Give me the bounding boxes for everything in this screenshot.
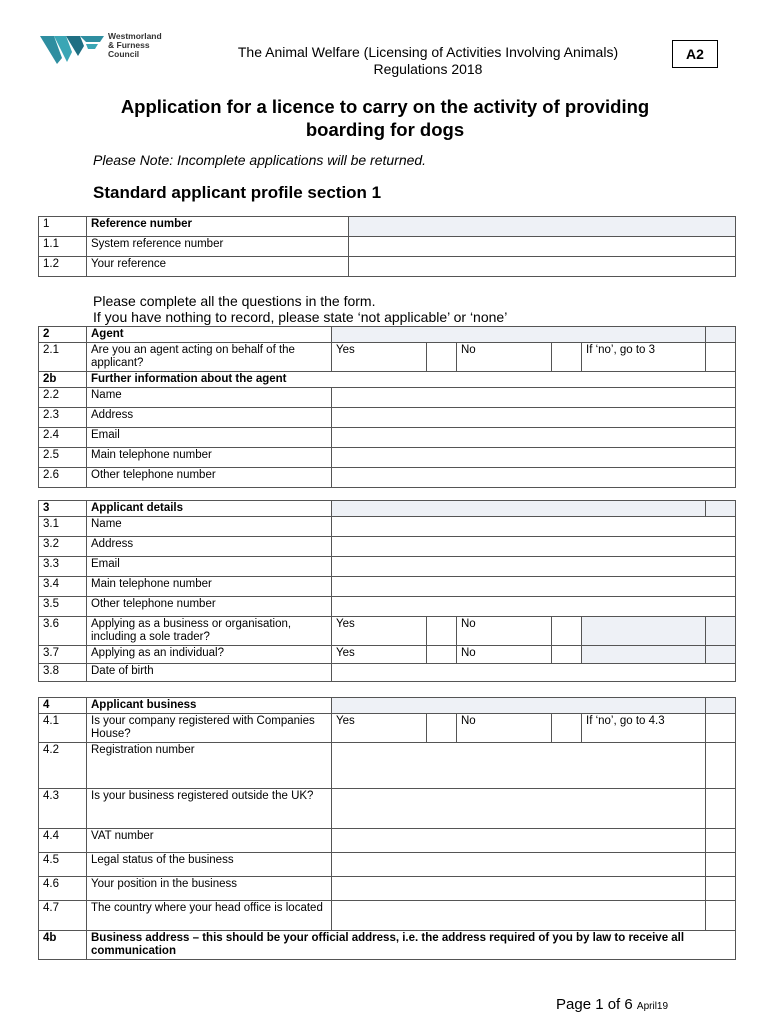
page-footer bbox=[556, 996, 668, 1013]
row-label: Email bbox=[87, 428, 332, 448]
council-name: Westmorland & Furness Council bbox=[108, 31, 162, 59]
row-label: Other telephone number bbox=[87, 597, 332, 617]
filler-cell bbox=[706, 343, 736, 372]
applicant-address-input[interactable] bbox=[332, 537, 736, 557]
section-heading: Applicant business bbox=[87, 698, 332, 714]
section-heading-filler bbox=[332, 501, 706, 517]
row-num: 4.3 bbox=[39, 789, 87, 829]
subsection-num: 2b bbox=[39, 372, 87, 388]
row-num: 2.1 bbox=[39, 343, 87, 372]
no-label: No bbox=[457, 343, 552, 372]
filler-cell bbox=[706, 853, 736, 877]
filler-cell bbox=[706, 646, 736, 664]
section-heading-filler bbox=[349, 217, 736, 237]
row-num: 4.2 bbox=[39, 743, 87, 789]
row-num: 1.2 bbox=[39, 257, 87, 277]
legal-status-input[interactable] bbox=[332, 853, 706, 877]
row-label: Email bbox=[87, 557, 332, 577]
form-code-badge: A2 bbox=[672, 40, 718, 68]
footer-date: April19 bbox=[636, 1001, 669, 1012]
agent-address-input[interactable] bbox=[332, 408, 736, 428]
head-office-country-input[interactable] bbox=[332, 901, 706, 931]
section-heading: Agent bbox=[87, 327, 332, 343]
row-num: 2.2 bbox=[39, 388, 87, 408]
row-label: Your position in the business bbox=[87, 877, 332, 901]
instructions: Please complete all the questions in the form. If you have nothing to record, please state ‘not applicable’ or ‘none’ bbox=[93, 293, 508, 325]
no-checkbox[interactable] bbox=[552, 343, 582, 372]
section-title: Standard applicant profile section 1 bbox=[93, 183, 382, 202]
subsection-heading: Further information about the agent bbox=[87, 372, 736, 388]
no-checkbox[interactable] bbox=[552, 646, 582, 664]
yes-label: Yes bbox=[332, 646, 427, 664]
row-label: Registration number bbox=[87, 743, 332, 789]
system-reference-input[interactable] bbox=[349, 237, 736, 257]
row-num: 2.3 bbox=[39, 408, 87, 428]
date-of-birth-input[interactable] bbox=[332, 664, 736, 682]
yes-label: Yes bbox=[332, 343, 427, 372]
row-label: Applying as a business or organisation, including a sole trader? bbox=[87, 617, 332, 646]
your-reference-input[interactable] bbox=[349, 257, 736, 277]
row-num: 2.6 bbox=[39, 468, 87, 488]
row-num: 3.8 bbox=[39, 664, 87, 682]
row-num: 3.2 bbox=[39, 537, 87, 557]
row-label: Is your business registered outside the UK? bbox=[87, 789, 332, 829]
section-num: 4 bbox=[39, 698, 87, 714]
row-label: Name bbox=[87, 517, 332, 537]
row-label: Is your company registered with Companies House? bbox=[87, 714, 332, 743]
row-num: 3.6 bbox=[39, 617, 87, 646]
filler-cell bbox=[706, 829, 736, 853]
row-label: Applying as an individual? bbox=[87, 646, 332, 664]
yes-label: Yes bbox=[332, 617, 427, 646]
row-label: Address bbox=[87, 537, 332, 557]
position-in-business-input[interactable] bbox=[332, 877, 706, 901]
row-num: 3.5 bbox=[39, 597, 87, 617]
applicant-name-input[interactable] bbox=[332, 517, 736, 537]
row-num: 4.4 bbox=[39, 829, 87, 853]
row-label: The country where your head office is located bbox=[87, 901, 332, 931]
row-label: Date of birth bbox=[87, 664, 332, 682]
filler-cell bbox=[582, 646, 706, 664]
registered-outside-uk-input[interactable] bbox=[332, 789, 706, 829]
yes-checkbox[interactable] bbox=[427, 646, 457, 664]
no-label: No bbox=[457, 646, 552, 664]
applicant-email-input[interactable] bbox=[332, 557, 736, 577]
section-1-table bbox=[38, 216, 736, 277]
no-checkbox[interactable] bbox=[552, 714, 582, 743]
agent-name-input[interactable] bbox=[332, 388, 736, 408]
row-num: 4.1 bbox=[39, 714, 87, 743]
council-logo bbox=[40, 32, 180, 68]
row-num: 2.4 bbox=[39, 428, 87, 448]
filler-cell bbox=[706, 743, 736, 789]
row-num: 3.3 bbox=[39, 557, 87, 577]
skip-note: If ‘no’, go to 3 bbox=[582, 343, 706, 372]
row-num: 3.1 bbox=[39, 517, 87, 537]
filler-cell bbox=[582, 617, 706, 646]
section-heading-filler bbox=[332, 698, 706, 714]
yes-checkbox[interactable] bbox=[427, 617, 457, 646]
page-number: Page 1 of 6 bbox=[556, 996, 633, 1013]
row-label: Address bbox=[87, 408, 332, 428]
applicant-main-phone-input[interactable] bbox=[332, 577, 736, 597]
row-label: Other telephone number bbox=[87, 468, 332, 488]
filler-cell bbox=[706, 789, 736, 829]
row-num: 3.4 bbox=[39, 577, 87, 597]
no-checkbox[interactable] bbox=[552, 617, 582, 646]
row-label: Main telephone number bbox=[87, 577, 332, 597]
agent-email-input[interactable] bbox=[332, 428, 736, 448]
section-heading-filler bbox=[332, 327, 706, 343]
row-label: Main telephone number bbox=[87, 448, 332, 468]
filler-cell bbox=[706, 877, 736, 901]
filler-cell bbox=[706, 501, 736, 517]
section-4-table bbox=[38, 697, 736, 960]
section-num: 2 bbox=[39, 327, 87, 343]
agent-other-phone-input[interactable] bbox=[332, 468, 736, 488]
filler-cell bbox=[706, 617, 736, 646]
registration-number-input[interactable] bbox=[332, 743, 706, 789]
row-num: 4.6 bbox=[39, 877, 87, 901]
row-num: 3.7 bbox=[39, 646, 87, 664]
row-num: 4.7 bbox=[39, 901, 87, 931]
row-num: 1.1 bbox=[39, 237, 87, 257]
subsection-num: 4b bbox=[39, 931, 87, 960]
subsection-heading: Business address – this should be your official address, i.e. the address required of you by law to receive all communication bbox=[87, 931, 736, 960]
filler-cell bbox=[706, 698, 736, 714]
incomplete-note: Please Note: Incomplete applications will be returned. bbox=[93, 152, 427, 168]
row-num: 4.5 bbox=[39, 853, 87, 877]
skip-note: If ‘no’, go to 4.3 bbox=[582, 714, 706, 743]
row-label: System reference number bbox=[87, 237, 349, 257]
section-num: 3 bbox=[39, 501, 87, 517]
no-label: No bbox=[457, 714, 552, 743]
yes-label: Yes bbox=[332, 714, 427, 743]
page-title: Application for a licence to carry on the activity of providing boarding for dogs bbox=[120, 96, 650, 140]
applicant-other-phone-input[interactable] bbox=[332, 597, 736, 617]
section-2-table bbox=[38, 326, 736, 488]
agent-main-phone-input[interactable] bbox=[332, 448, 736, 468]
regulations-heading: The Animal Welfare (Licensing of Activities Involving Animals) Regulations 2018 bbox=[237, 44, 619, 77]
row-label: Legal status of the business bbox=[87, 853, 332, 877]
section-3-table bbox=[38, 500, 736, 682]
filler-cell bbox=[706, 901, 736, 931]
no-label: No bbox=[457, 617, 552, 646]
row-num: 2.5 bbox=[39, 448, 87, 468]
section-heading: Applicant details bbox=[87, 501, 332, 517]
row-label: VAT number bbox=[87, 829, 332, 853]
yes-checkbox[interactable] bbox=[427, 343, 457, 372]
section-heading: Reference number bbox=[87, 217, 349, 237]
council-logo-icon bbox=[40, 32, 106, 66]
filler-cell bbox=[706, 327, 736, 343]
row-label: Name bbox=[87, 388, 332, 408]
yes-checkbox[interactable] bbox=[427, 714, 457, 743]
row-label: Are you an agent acting on behalf of the applicant? bbox=[87, 343, 332, 372]
vat-number-input[interactable] bbox=[332, 829, 706, 853]
section-num: 1 bbox=[39, 217, 87, 237]
row-label: Your reference bbox=[87, 257, 349, 277]
filler-cell bbox=[706, 714, 736, 743]
